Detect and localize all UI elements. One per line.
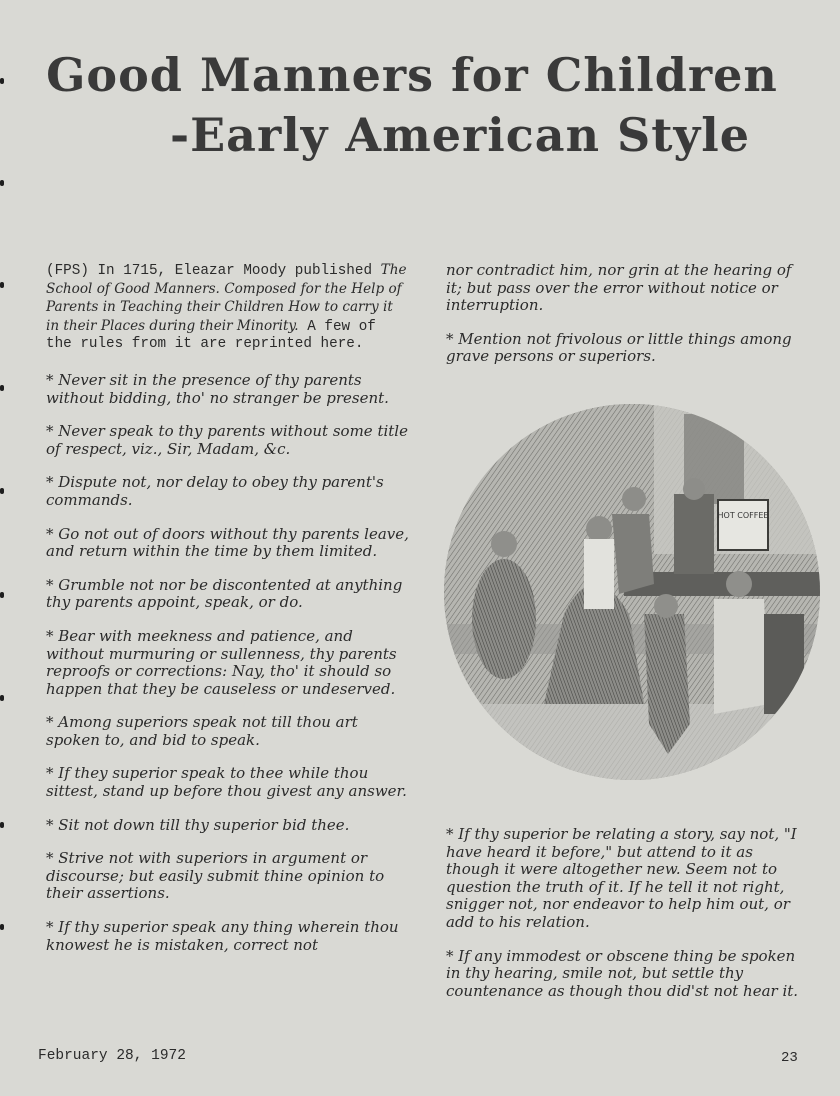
rule-item: * Mention not frivolous or little things among grave persons or superiors. bbox=[446, 329, 792, 366]
book-title: The School of Good Manners. Composed for the Help of Parents in Teaching their Children How to carry it in their Places during their Minority. bbox=[46, 262, 407, 334]
intro-paragraph bbox=[46, 262, 410, 354]
punch-hole-mark bbox=[0, 180, 4, 186]
rule-item: * Sit not down till thy superior bid thee. bbox=[46, 815, 350, 834]
rule-item: nor contradict him, nor grin at the hearing of it; but pass over the error without notice or interruption. bbox=[446, 261, 792, 315]
page-title-line-2: -Early American Style bbox=[170, 108, 750, 162]
rule-item: * Dispute not, nor delay to obey thy parent's commands. bbox=[46, 473, 384, 509]
rule-item: * Never speak to thy parents without some title of respect, viz., Sir, Madam, &c. bbox=[46, 422, 408, 458]
punch-hole-mark bbox=[0, 488, 4, 494]
punch-hole-mark bbox=[0, 592, 4, 598]
rule-item: * Grumble not nor be discontented at anything thy parents appoint, speak, or do. bbox=[46, 575, 403, 612]
punch-hole-mark bbox=[0, 822, 4, 828]
right-column-top bbox=[446, 262, 808, 382]
punch-hole-mark bbox=[0, 282, 4, 288]
intro-tail: A few of the rules from it are reprinted here. bbox=[46, 318, 376, 353]
punch-hole-mark bbox=[0, 385, 4, 391]
footer-date: February 28, 1972 bbox=[38, 1048, 186, 1064]
rule-item: * Never sit in the presence of thy parents without bidding, tho' no stranger be present. bbox=[46, 370, 389, 407]
right-column-bottom bbox=[446, 826, 808, 1016]
coffee-stand-illustration bbox=[444, 404, 820, 780]
page-number: 23 bbox=[781, 1050, 798, 1066]
punch-hole-mark bbox=[0, 695, 4, 701]
rule-item: * Bear with meekness and patience, and without murmuring or sullenness, thy parents reproofs or corrections: Nay, tho' it should so happen that they be causeless or undeserved. bbox=[46, 626, 397, 698]
rule-item: * Among superiors speak not till thou art spoken to, and bid to speak. bbox=[46, 713, 358, 749]
hot-coffee-sign: HOT COFFEE bbox=[717, 511, 769, 520]
rule-item: * Go not out of doors without thy parents leave, and return within the time by them limited. bbox=[46, 524, 409, 561]
rule-item: * If thy superior speak any thing wherein thou knowest he is mistaken, correct not bbox=[46, 918, 399, 954]
left-column bbox=[46, 262, 410, 970]
rule-item: * Strive not with superiors in argument or discourse; but easily submit thine opinion to their assertions. bbox=[46, 849, 385, 903]
engraving-image bbox=[444, 404, 820, 780]
rule-item: * If any immodest or obscene thing be spoken in thy hearing, smile not, but settle thy countenance as though thou did'st not hear it. bbox=[446, 946, 799, 1000]
punch-hole-mark bbox=[0, 78, 4, 84]
page-title-line-1: Good Manners for Children bbox=[46, 48, 778, 102]
rule-item: * If thy superior be relating a story, say not, "I have heard it before," but attend to it as though it were altogether new. Seem not to question the truth of it. If he tell it not right, snigger not, nor endeavor to help him out, or add to his relation. bbox=[446, 825, 797, 931]
rule-item: * If they superior speak to thee while thou sittest, stand up before thou givest any answer. bbox=[46, 764, 407, 801]
intro-lead: (FPS) In 1715, Eleazar Moody published bbox=[46, 263, 373, 279]
punch-hole-mark bbox=[0, 924, 4, 930]
